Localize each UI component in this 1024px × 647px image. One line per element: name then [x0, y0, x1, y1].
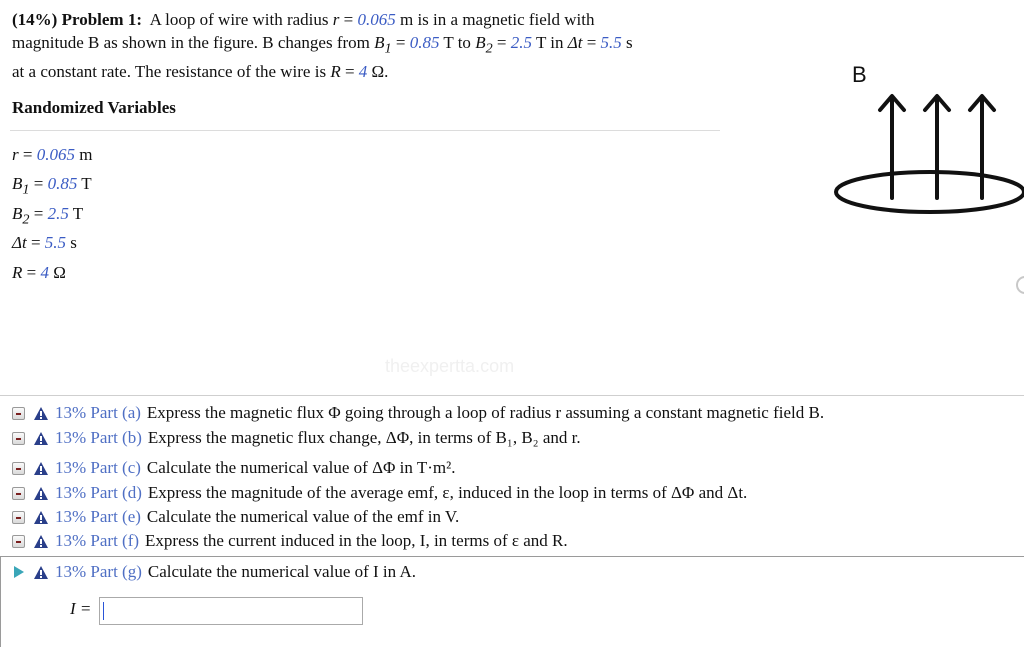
variable-symbol: Δt — [12, 233, 27, 253]
variable-row — [12, 202, 92, 231]
variable-unit: m — [74, 145, 93, 164]
warning-icon — [33, 565, 49, 580]
collapse-icon[interactable] — [12, 511, 25, 524]
warning-icon — [33, 406, 49, 421]
equals: = — [391, 33, 410, 52]
part-label: 13% Part (e) — [55, 507, 141, 526]
statement-text: s — [621, 33, 633, 52]
statement-line-3 — [12, 60, 772, 83]
answer-input[interactable] — [99, 597, 363, 625]
variable-row — [12, 172, 92, 201]
variable-symbol: B — [12, 174, 23, 194]
part-d-row[interactable] — [12, 481, 747, 505]
loop-and-field-drawing — [830, 58, 1024, 228]
statement-text: m is in a magnetic field with — [395, 10, 595, 29]
variable-subscript: 1 — [22, 181, 30, 198]
randomized-variables-title: Randomized Variables — [12, 98, 176, 117]
variable-subscript: 2 — [22, 211, 30, 228]
var-dt-value: 5.5 — [600, 33, 622, 52]
var-dt-symbol: Δt — [567, 33, 583, 52]
divider — [0, 395, 1024, 396]
variable-unit: T — [77, 174, 92, 194]
side-scroll-button[interactable] — [1016, 276, 1024, 294]
equals: = — [29, 203, 48, 223]
warning-icon — [33, 431, 49, 446]
part-text: Express the magnetic flux Φ going through a loop of radius r assuming a constant magnetic field B. — [146, 403, 825, 422]
variable-value: 0.85 — [47, 174, 78, 194]
statement-text: magnitude B as shown in the figure. B changes from — [12, 33, 375, 52]
equals: = — [18, 145, 37, 164]
variable-symbol: r — [12, 145, 19, 164]
problem-title: Problem 1: — [61, 10, 142, 29]
part-text: Calculate the numerical value of the emf in V. — [146, 507, 460, 526]
variable-value: 2.5 — [47, 203, 69, 223]
part-label: 13% Part (c) — [55, 458, 141, 477]
field-arrow-icon — [925, 96, 949, 198]
variable-symbol: B — [12, 203, 23, 223]
variable-unit: s — [66, 233, 77, 253]
part-text: Express the current induced in the loop, I, in terms of ε and R. — [145, 531, 568, 550]
equals: = — [340, 62, 359, 82]
part-text: Calculate the numerical value of I in A. — [147, 562, 416, 581]
statement-text: T in — [532, 33, 568, 52]
variable-value: 4 — [40, 262, 49, 282]
warning-icon — [33, 461, 49, 476]
warning-icon — [33, 486, 49, 501]
var-b2-subscript: 2 — [485, 40, 493, 57]
statement-text: at a constant rate. The resistance of the wire is — [12, 62, 331, 82]
var-R-symbol: R — [330, 62, 341, 82]
part-text: Express the magnetic flux change, ΔΦ, in terms of B₁, B₂ and r. — [147, 428, 581, 447]
variable-unit: Ω — [48, 262, 66, 282]
part-label: 13% Part (b) — [55, 428, 142, 447]
field-label: B — [852, 62, 867, 87]
collapse-icon[interactable] — [12, 407, 25, 420]
problem-statement — [12, 8, 772, 83]
var-b2-value: 2.5 — [510, 33, 532, 52]
equals: = — [339, 10, 358, 29]
part-text: Calculate the numerical value of ΔΦ in T·m². — [146, 458, 456, 477]
part-e-row[interactable] — [12, 505, 459, 529]
variable-row — [12, 261, 92, 290]
var-b1-symbol: B — [374, 33, 385, 52]
warning-icon — [33, 534, 49, 549]
equals: = — [492, 33, 511, 52]
equals: = — [22, 262, 41, 282]
variable-row — [12, 143, 92, 172]
var-b2-symbol: B — [475, 33, 486, 52]
watermark: theexpertta.com — [385, 356, 515, 376]
magnetic-field-figure — [830, 58, 1024, 228]
variable-value: 5.5 — [44, 233, 67, 253]
var-r-value: 0.065 — [357, 10, 396, 29]
statement-line-2 — [12, 31, 772, 60]
variable-unit: T — [68, 203, 84, 223]
part-label: 13% Part (d) — [55, 483, 142, 502]
part-label: 13% Part (g) — [55, 562, 142, 581]
collapse-icon[interactable] — [12, 432, 25, 445]
part-c-row[interactable] — [12, 456, 455, 480]
divider — [10, 130, 720, 131]
wire-loop — [836, 172, 1024, 212]
part-a-row[interactable] — [12, 401, 824, 425]
statement-text: T to — [439, 33, 476, 52]
variable-row — [12, 231, 92, 260]
part-g-row[interactable] — [12, 560, 416, 584]
var-b1-value: 0.85 — [409, 33, 440, 52]
collapse-icon[interactable] — [12, 535, 25, 548]
statement-text: Ω. — [367, 62, 389, 82]
field-arrow-icon — [970, 96, 994, 198]
answer-label: I = — [70, 599, 92, 618]
var-r-symbol: r — [332, 10, 340, 29]
part-label: 13% Part (f) — [55, 531, 140, 550]
var-R-value: 4 — [358, 62, 368, 82]
equals: = — [26, 233, 45, 253]
statement-line-1 — [12, 8, 772, 31]
collapse-icon[interactable] — [12, 487, 25, 500]
field-arrow-icon — [880, 96, 904, 198]
part-label: 13% Part (a) — [55, 403, 141, 422]
variable-symbol: R — [12, 262, 23, 282]
part-b-row[interactable] — [12, 426, 581, 450]
text-caret — [103, 602, 104, 620]
variable-value: 0.065 — [36, 145, 75, 164]
equals: = — [582, 33, 601, 52]
problem-percent: (14%) — [12, 10, 58, 29]
part-f-row[interactable] — [12, 529, 568, 553]
var-b1-subscript: 1 — [384, 40, 392, 57]
part-text: Express the magnitude of the average emf, ε, induced in the loop in terms of ΔΦ and Δt. — [147, 483, 748, 502]
warning-icon — [33, 510, 49, 525]
statement-text: A loop of wire with radius — [149, 10, 333, 29]
collapse-icon[interactable] — [12, 462, 25, 475]
expand-play-icon[interactable] — [14, 566, 24, 578]
randomized-variables-list — [12, 143, 92, 290]
equals: = — [29, 174, 48, 194]
